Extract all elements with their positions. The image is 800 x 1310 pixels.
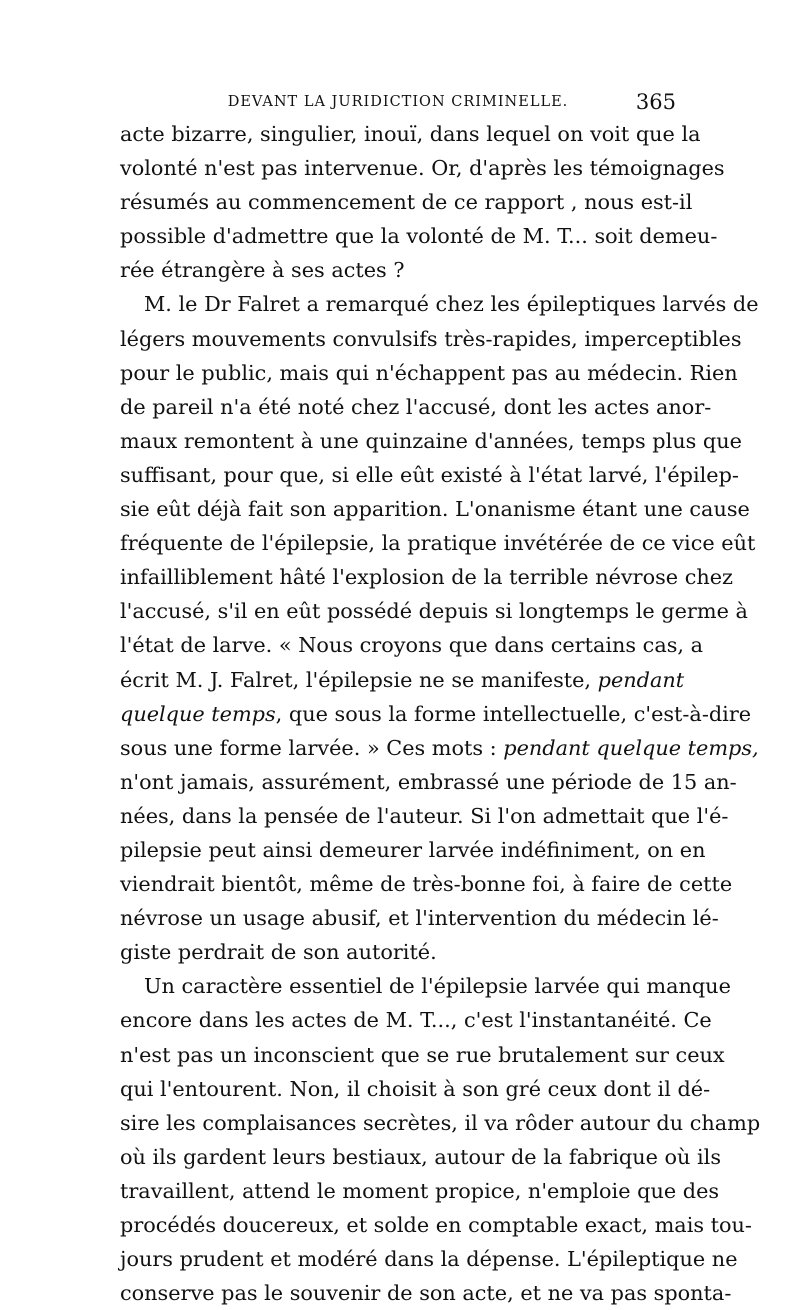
text-line: l'accusé, s'il en eût possédé depuis si longtemps le germe à bbox=[120, 599, 748, 624]
text-line: jours prudent et modéré dans la dépense. L'épileptique ne bbox=[120, 1247, 738, 1272]
text-line: de pareil n'a été noté chez l'accusé, dont les actes anor- bbox=[120, 394, 712, 419]
text-line: encore dans les actes de M. T..., c'est l'instantanéité. Ce bbox=[120, 1008, 712, 1033]
text-line: sie eût déjà fait son apparition. L'onanisme étant une cause bbox=[120, 497, 750, 522]
text-segment: écrit M. J. Falret, l'épilepsie ne se manifeste, bbox=[120, 667, 598, 692]
text-line: pour le public, mais qui n'échappent pas au médecin. Rien bbox=[120, 360, 738, 385]
page-number: 365 bbox=[635, 90, 676, 114]
text-line: suffisant, pour que, si elle eût existé à l'état larvé, l'épilep- bbox=[120, 462, 739, 487]
text-line: l'état de larve. « Nous croyons que dans certains cas, a bbox=[120, 633, 704, 658]
text-line: viendrait bientôt, même de très-bonne foi, à faire de cette bbox=[120, 872, 733, 897]
text-line bbox=[120, 731, 759, 765]
text-segment: sous une forme larvée. » Ces mots : bbox=[120, 735, 504, 760]
italic-segment: pendant bbox=[597, 667, 685, 692]
text-line: résumés au commencement de ce rapport , nous est-il bbox=[120, 190, 693, 215]
text-line: conserve pas le souvenir de son acte, et ne va pas sponta- bbox=[120, 1281, 732, 1306]
text-line bbox=[120, 663, 685, 697]
text-line: sire les complaisances secrètes, il va rôder autour du champ bbox=[120, 1110, 761, 1135]
text-line: qui l'entourent. Non, il choisit à son gré ceux dont il dé- bbox=[120, 1076, 711, 1101]
text-line: travaillent, attend le moment propice, n'emploie que des bbox=[120, 1178, 720, 1203]
text-line: légers mouvements convulsifs très-rapides, imperceptibles bbox=[120, 326, 742, 351]
text-segment: , que sous la forme intellectuelle, c'est-à-dire bbox=[275, 701, 752, 726]
text-line: maux remontent à une quinzaine d'années, temps plus que bbox=[120, 428, 742, 453]
text-line: pilepsie peut ainsi demeurer larvée indéfiniment, on en bbox=[120, 837, 706, 862]
text-line: n'ont jamais, assurément, embrassé une période de 15 an- bbox=[120, 769, 737, 794]
text-line: volonté n'est pas intervenue. Or, d'après les témoignages bbox=[120, 156, 725, 181]
text-line: acte bizarre, singulier, inouï, dans lequel on voit que la bbox=[120, 122, 701, 146]
text-line: fréquente de l'épilepsie, la pratique invétérée de ce vice eût bbox=[120, 531, 756, 556]
text-line: Un caractère essentiel de l'épilepsie larvée qui manque bbox=[144, 974, 731, 999]
italic-segment: pendant quelque temps, bbox=[503, 735, 759, 760]
text-line bbox=[120, 697, 752, 731]
text-line: nées, dans la pensée de l'auteur. Si l'on admettait que l'é- bbox=[120, 803, 729, 828]
text-line: possible d'admettre que la volonté de M. T... soit demeu- bbox=[120, 224, 718, 249]
italic-segment: quelque temps bbox=[120, 701, 276, 726]
text-line: infailliblement hâté l'explosion de la terrible névrose chez bbox=[120, 565, 734, 590]
running-head bbox=[120, 92, 676, 116]
text-line: M. le Dr Falret a remarqué chez les épileptiques larvés de bbox=[144, 292, 759, 317]
text-line: n'est pas un inconscient que se rue brutalement sur ceux bbox=[120, 1042, 725, 1067]
text-line: procédés doucereux, et solde en comptable exact, mais tou- bbox=[120, 1213, 752, 1237]
body-text bbox=[120, 117, 761, 1310]
text-line: rée étrangère à ses actes ? bbox=[120, 258, 405, 283]
text-line: où ils gardent leurs bestiaux, autour de la fabrique où ils bbox=[120, 1144, 722, 1169]
text-line: giste perdrait de son autorité. bbox=[120, 940, 437, 965]
text-line: névrose un usage abusif, et l'intervention du médecin lé- bbox=[120, 906, 719, 931]
running-title: DEVANT LA JURIDICTION CRIMINELLE. bbox=[227, 94, 569, 110]
